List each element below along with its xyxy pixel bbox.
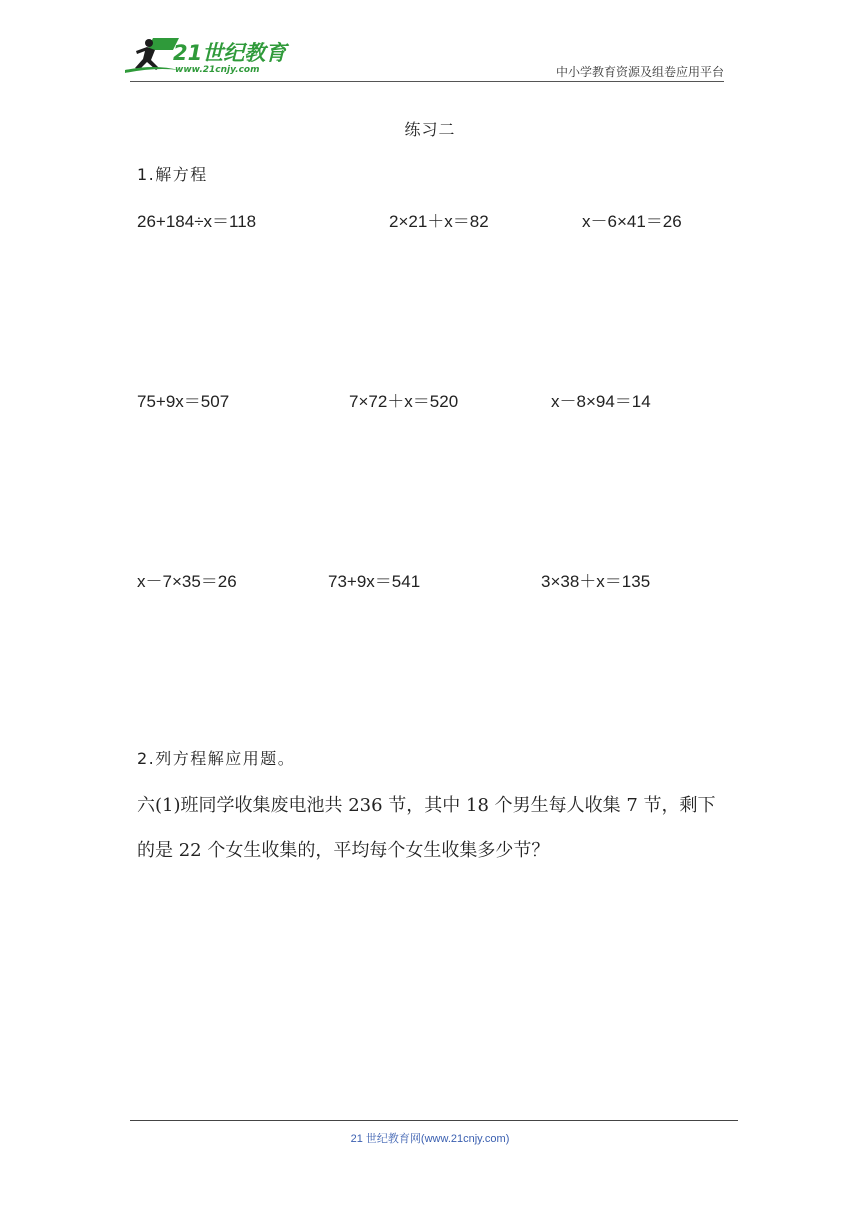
equation-3-1: x－7×35＝26	[137, 572, 237, 591]
footer-divider	[130, 1120, 738, 1121]
equation-3-2: 73+9x＝541	[328, 572, 421, 591]
section-2-heading: 2.列方程解应用题。	[137, 749, 296, 768]
section-1-heading: 1.解方程	[137, 165, 208, 184]
equation-2-1: 75+9x＝507	[137, 392, 230, 411]
page-title: 练习二	[404, 120, 456, 139]
header-divider	[130, 81, 724, 82]
equation-2-3: x－8×94＝14	[551, 392, 651, 411]
logo-title: 21世纪教育	[173, 41, 287, 65]
equation-3-3: 3×38＋x＝135	[541, 572, 651, 591]
equation-1-1: 26+184÷x＝118	[137, 212, 257, 231]
problem-line-1: 六(1)班同学收集废电池共 236 节，其中 18 个男生每人收集 7 节，剩下	[137, 795, 716, 816]
logo-url: www.21cnjy.com	[175, 65, 260, 75]
footer-link[interactable]: 21 世纪教育网(www.21cnjy.com)	[350, 1133, 510, 1145]
equation-1-2: 2×21＋x＝82	[389, 212, 489, 231]
problem-line-2: 的是 22 个女生收集的，平均每个女生收集多少节？	[137, 840, 550, 861]
equation-2-2: 7×72＋x＝520	[349, 392, 459, 411]
equation-1-3: x－6×41＝26	[582, 212, 682, 231]
header-tagline: 中小学教育资源及组卷应用平台	[555, 65, 724, 79]
